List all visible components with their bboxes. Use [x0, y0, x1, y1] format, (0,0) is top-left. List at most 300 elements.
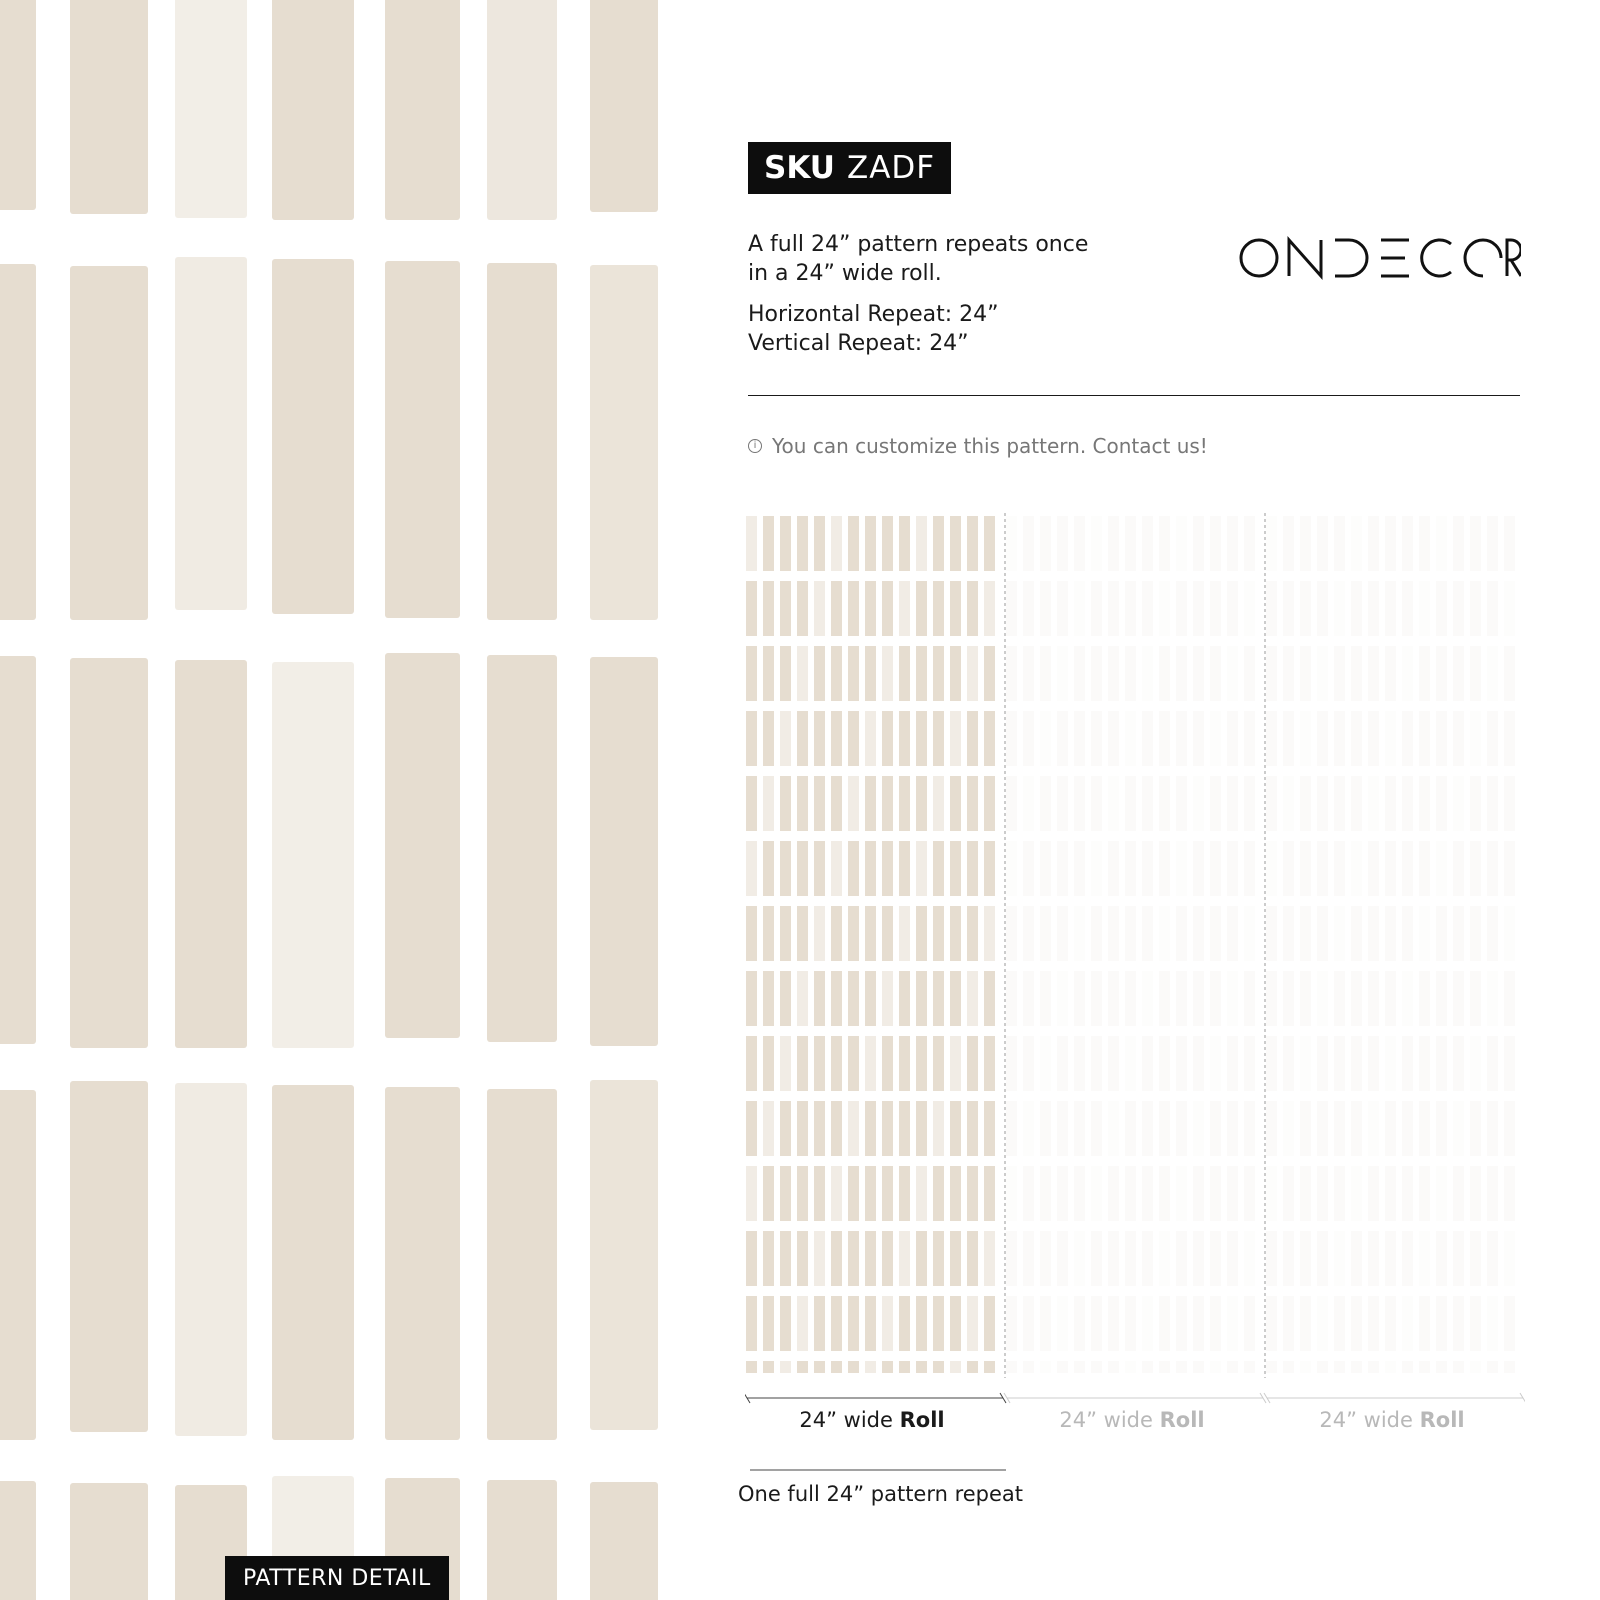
roll-caption-3-prefix: 24” wide — [1319, 1408, 1420, 1432]
mini-stroke — [1419, 1101, 1430, 1156]
mini-stroke — [1142, 1361, 1153, 1373]
mini-stroke — [1040, 1101, 1051, 1156]
mini-stroke — [1470, 646, 1481, 701]
mini-stroke — [814, 1101, 825, 1156]
mini-stroke — [1040, 1036, 1051, 1091]
mini-stroke — [1351, 646, 1362, 701]
mini-stroke — [1210, 1361, 1221, 1373]
mini-stroke — [882, 776, 893, 831]
mini-stroke — [780, 1231, 791, 1286]
mini-stroke — [1334, 516, 1345, 571]
mini-stroke — [1193, 971, 1204, 1026]
repeat-specs — [748, 300, 999, 358]
mini-stroke — [848, 841, 859, 896]
mini-stroke — [1023, 1101, 1034, 1156]
mini-stroke — [1074, 1296, 1085, 1351]
mini-stroke — [984, 646, 995, 701]
mini-stroke — [1283, 516, 1294, 571]
brush-stroke — [0, 0, 36, 210]
mini-stroke — [1368, 841, 1379, 896]
mini-stroke — [1317, 711, 1328, 766]
mini-stroke — [1283, 1036, 1294, 1091]
mini-stroke — [780, 1296, 791, 1351]
mini-stroke — [1023, 646, 1034, 701]
mini-stroke — [1091, 581, 1102, 636]
mini-stroke — [1300, 971, 1311, 1026]
mini-stroke — [1057, 776, 1068, 831]
mini-stroke — [797, 516, 808, 571]
mini-stroke — [814, 776, 825, 831]
mini-stroke — [797, 776, 808, 831]
mini-stroke — [1244, 1036, 1255, 1091]
mini-stroke — [1091, 1101, 1102, 1156]
mini-stroke — [1193, 646, 1204, 701]
mini-stroke — [1125, 1361, 1136, 1373]
mini-stroke — [1402, 841, 1413, 896]
mini-stroke — [848, 1296, 859, 1351]
mini-stroke — [1108, 1296, 1119, 1351]
mini-stroke — [763, 581, 774, 636]
mini-stroke — [1283, 1296, 1294, 1351]
mini-stroke — [865, 581, 876, 636]
mini-stroke — [1091, 841, 1102, 896]
mini-stroke — [882, 1166, 893, 1221]
mini-stroke — [1402, 1361, 1413, 1373]
mini-stroke — [1436, 1101, 1447, 1156]
mini-stroke — [1176, 516, 1187, 571]
mini-stroke — [1193, 711, 1204, 766]
brush-stroke — [272, 0, 354, 220]
mini-stroke — [916, 1361, 927, 1373]
mini-stroke — [1402, 906, 1413, 961]
mini-stroke — [1300, 1361, 1311, 1373]
mini-stroke — [950, 1036, 961, 1091]
mini-stroke — [1057, 1361, 1068, 1373]
mini-stroke — [1266, 841, 1277, 896]
mini-stroke — [1244, 1101, 1255, 1156]
mini-stroke — [1006, 776, 1017, 831]
mini-stroke — [848, 646, 859, 701]
mini-stroke — [1006, 841, 1017, 896]
mini-stroke — [1023, 1296, 1034, 1351]
mini-stroke — [967, 1166, 978, 1221]
repeat-description — [748, 230, 1088, 288]
mini-stroke — [1266, 1036, 1277, 1091]
mini-stroke — [1040, 776, 1051, 831]
brush-stroke — [272, 1085, 354, 1440]
mini-stroke — [1419, 1361, 1430, 1373]
mini-stroke — [1283, 906, 1294, 961]
mini-stroke — [780, 711, 791, 766]
mini-stroke — [1057, 1101, 1068, 1156]
mini-stroke — [1193, 841, 1204, 896]
mini-stroke — [899, 971, 910, 1026]
mini-stroke — [1419, 971, 1430, 1026]
mini-stroke — [1283, 1361, 1294, 1373]
brush-stroke — [385, 653, 460, 1038]
mini-stroke — [1091, 776, 1102, 831]
mini-stroke — [780, 581, 791, 636]
mini-stroke — [984, 1166, 995, 1221]
mini-stroke — [1193, 516, 1204, 571]
mini-stroke — [1057, 581, 1068, 636]
mini-stroke — [1334, 971, 1345, 1026]
mini-stroke — [950, 841, 961, 896]
mini-stroke — [1091, 1296, 1102, 1351]
mini-stroke — [916, 1166, 927, 1221]
mini-stroke — [1074, 646, 1085, 701]
mini-stroke — [1040, 1231, 1051, 1286]
mini-stroke — [1057, 516, 1068, 571]
mini-stroke — [746, 711, 757, 766]
mini-stroke — [746, 971, 757, 1026]
mini-stroke — [763, 1036, 774, 1091]
brush-stroke — [487, 655, 557, 1042]
mini-stroke — [865, 1101, 876, 1156]
mini-stroke — [1385, 906, 1396, 961]
mini-stroke — [967, 776, 978, 831]
mini-stroke — [1283, 1231, 1294, 1286]
mini-stroke — [899, 1101, 910, 1156]
roll-caption-2-bold: Roll — [1159, 1408, 1205, 1432]
mini-stroke — [797, 841, 808, 896]
mini-stroke — [848, 776, 859, 831]
mini-stroke — [1419, 1296, 1430, 1351]
brand-name: ONDECOR — [1237, 236, 1243, 237]
mini-stroke — [780, 646, 791, 701]
mini-stroke — [1334, 581, 1345, 636]
mini-stroke — [848, 711, 859, 766]
mini-stroke — [1453, 1361, 1464, 1373]
mini-stroke — [1436, 776, 1447, 831]
brush-stroke — [385, 261, 460, 618]
mini-stroke — [814, 711, 825, 766]
mini-stroke — [763, 1166, 774, 1221]
mini-stroke — [746, 1101, 757, 1156]
mini-stroke — [1142, 906, 1153, 961]
mini-stroke — [1023, 841, 1034, 896]
mini-stroke — [1057, 906, 1068, 961]
mini-stroke — [1504, 1166, 1515, 1221]
mini-stroke — [950, 1361, 961, 1373]
mini-stroke — [1006, 1296, 1017, 1351]
mini-stroke — [1159, 841, 1170, 896]
mini-stroke — [814, 1166, 825, 1221]
mini-stroke — [831, 711, 842, 766]
mini-stroke — [1470, 581, 1481, 636]
mini-stroke — [1176, 1166, 1187, 1221]
mini-stroke — [1317, 516, 1328, 571]
mini-stroke — [865, 1036, 876, 1091]
mini-stroke — [1385, 841, 1396, 896]
mini-stroke — [1074, 971, 1085, 1026]
mini-stroke — [1193, 1101, 1204, 1156]
mini-stroke — [1351, 1166, 1362, 1221]
mini-stroke — [1436, 1231, 1447, 1286]
mini-stroke — [1283, 646, 1294, 701]
mini-stroke — [1074, 906, 1085, 961]
mini-stroke — [865, 971, 876, 1026]
mini-stroke — [1210, 1036, 1221, 1091]
mini-stroke — [1453, 1296, 1464, 1351]
mini-stroke — [746, 646, 757, 701]
mini-stroke — [1023, 906, 1034, 961]
mini-stroke — [1283, 581, 1294, 636]
mini-stroke — [899, 1166, 910, 1221]
mini-stroke — [1436, 1361, 1447, 1373]
mini-stroke — [1470, 1036, 1481, 1091]
mini-stroke — [1227, 1166, 1238, 1221]
mini-stroke — [933, 1231, 944, 1286]
mini-stroke — [1193, 1296, 1204, 1351]
mini-stroke — [1176, 646, 1187, 701]
mini-stroke — [882, 841, 893, 896]
mini-stroke — [1470, 711, 1481, 766]
mini-stroke — [814, 971, 825, 1026]
mini-stroke — [1487, 1101, 1498, 1156]
mini-stroke — [1176, 1101, 1187, 1156]
mini-stroke — [1402, 1166, 1413, 1221]
mini-stroke — [1057, 711, 1068, 766]
brush-stroke — [487, 1089, 557, 1440]
mini-stroke — [780, 516, 791, 571]
mini-stroke — [916, 1036, 927, 1091]
brush-stroke — [0, 1090, 36, 1440]
mini-stroke — [1023, 1166, 1034, 1221]
mini-stroke — [1006, 1101, 1017, 1156]
mini-stroke — [1436, 1166, 1447, 1221]
mini-stroke — [797, 711, 808, 766]
mini-stroke — [1023, 971, 1034, 1026]
mini-stroke — [1266, 581, 1277, 636]
roll-caption-2-prefix: 24” wide — [1059, 1408, 1160, 1432]
mini-stroke — [1334, 1361, 1345, 1373]
mini-stroke — [1436, 581, 1447, 636]
mini-stroke — [933, 516, 944, 571]
mini-stroke — [1125, 1101, 1136, 1156]
mini-stroke — [746, 516, 757, 571]
mini-stroke — [1385, 516, 1396, 571]
mini-stroke — [1091, 711, 1102, 766]
brand-logo — [1237, 236, 1521, 280]
mini-stroke — [1244, 646, 1255, 701]
mini-stroke — [1402, 971, 1413, 1026]
mini-stroke — [1040, 841, 1051, 896]
mini-stroke — [1125, 581, 1136, 636]
mini-stroke — [1006, 971, 1017, 1026]
mini-stroke — [1227, 1101, 1238, 1156]
mini-stroke — [1385, 581, 1396, 636]
mini-stroke — [1040, 516, 1051, 571]
mini-stroke — [1244, 516, 1255, 571]
mini-stroke — [1057, 1296, 1068, 1351]
mini-stroke — [1006, 1166, 1017, 1221]
mini-stroke — [1300, 906, 1311, 961]
mini-stroke — [1487, 1361, 1498, 1373]
mini-stroke — [933, 971, 944, 1026]
mini-stroke — [1436, 711, 1447, 766]
mini-stroke — [1300, 1101, 1311, 1156]
mini-stroke — [967, 711, 978, 766]
mini-stroke — [1504, 1101, 1515, 1156]
mini-stroke — [1453, 516, 1464, 571]
mini-stroke — [1504, 841, 1515, 896]
brush-stroke — [0, 264, 36, 620]
mini-stroke — [1351, 1296, 1362, 1351]
sku-badge — [748, 142, 951, 194]
mini-stroke — [1470, 1101, 1481, 1156]
mini-stroke — [1040, 646, 1051, 701]
mini-stroke — [1266, 1361, 1277, 1373]
mini-stroke — [1436, 841, 1447, 896]
mini-stroke — [1504, 711, 1515, 766]
roll-caption-1-bold: Roll — [899, 1408, 945, 1432]
customize-note[interactable] — [748, 434, 1208, 458]
mini-stroke — [865, 906, 876, 961]
mini-stroke — [1227, 646, 1238, 701]
sku-value: ZADF — [846, 150, 936, 186]
mini-stroke — [1385, 1101, 1396, 1156]
mini-stroke — [1504, 776, 1515, 831]
mini-stroke — [1487, 516, 1498, 571]
mini-stroke — [1368, 711, 1379, 766]
mini-stroke — [865, 1296, 876, 1351]
mini-stroke — [899, 1036, 910, 1091]
info-icon: i — [748, 439, 762, 453]
mini-stroke — [1125, 1166, 1136, 1221]
mini-stroke — [763, 1296, 774, 1351]
mini-stroke — [1453, 711, 1464, 766]
mini-stroke — [1040, 711, 1051, 766]
mini-stroke — [1227, 1036, 1238, 1091]
mini-stroke — [814, 1296, 825, 1351]
mini-stroke — [1334, 646, 1345, 701]
mini-stroke — [1487, 1231, 1498, 1286]
repeat-description-line-1: A full 24” pattern repeats once — [748, 232, 1089, 257]
mini-stroke — [1023, 711, 1034, 766]
mini-stroke — [1300, 776, 1311, 831]
mini-stroke — [1040, 581, 1051, 636]
mini-stroke — [1334, 1036, 1345, 1091]
mini-stroke — [1227, 711, 1238, 766]
mini-stroke — [831, 1101, 842, 1156]
mini-stroke — [746, 1296, 757, 1351]
mini-stroke — [984, 1231, 995, 1286]
mini-stroke — [916, 906, 927, 961]
mini-stroke — [950, 516, 961, 571]
mini-stroke — [1487, 906, 1498, 961]
mini-stroke — [1210, 1296, 1221, 1351]
mini-stroke — [831, 1231, 842, 1286]
mini-stroke — [1057, 971, 1068, 1026]
mini-stroke — [1074, 1101, 1085, 1156]
mini-stroke — [1057, 1036, 1068, 1091]
mini-stroke — [1300, 1231, 1311, 1286]
mini-stroke — [1334, 776, 1345, 831]
mini-stroke — [1334, 711, 1345, 766]
mini-stroke — [1108, 1036, 1119, 1091]
mini-stroke — [933, 1036, 944, 1091]
mini-stroke — [916, 971, 927, 1026]
mini-stroke — [1244, 1361, 1255, 1373]
mini-stroke — [1142, 581, 1153, 636]
mini-stroke — [763, 971, 774, 1026]
mini-stroke — [1504, 906, 1515, 961]
mini-stroke — [1487, 581, 1498, 636]
mini-stroke — [1210, 516, 1221, 571]
mini-stroke — [1487, 971, 1498, 1026]
mini-stroke — [797, 906, 808, 961]
mini-stroke — [882, 1361, 893, 1373]
mini-stroke — [865, 776, 876, 831]
mini-stroke — [882, 516, 893, 571]
mini-stroke — [1317, 1231, 1328, 1286]
mini-stroke — [1436, 646, 1447, 701]
mini-stroke — [1487, 1036, 1498, 1091]
mini-stroke — [1176, 776, 1187, 831]
mini-stroke — [1210, 841, 1221, 896]
mini-stroke — [1006, 906, 1017, 961]
brush-stroke — [385, 0, 460, 220]
mini-stroke — [1453, 1231, 1464, 1286]
mini-stroke — [1125, 776, 1136, 831]
brush-stroke — [590, 0, 658, 212]
mini-stroke — [1210, 1101, 1221, 1156]
mini-stroke — [831, 1296, 842, 1351]
mini-stroke — [1125, 646, 1136, 701]
mini-stroke — [967, 1361, 978, 1373]
mini-stroke — [848, 1166, 859, 1221]
mini-stroke — [780, 1036, 791, 1091]
brush-stroke — [70, 0, 148, 214]
mini-stroke — [1091, 1361, 1102, 1373]
mini-stroke — [1227, 906, 1238, 961]
brush-stroke — [590, 265, 658, 620]
mini-stroke — [1402, 581, 1413, 636]
pattern-repeat-caption: One full 24” pattern repeat — [738, 1482, 1024, 1506]
mini-stroke — [1142, 1166, 1153, 1221]
mini-stroke — [746, 906, 757, 961]
mini-stroke — [814, 646, 825, 701]
mini-stroke — [1210, 581, 1221, 636]
mini-stroke — [1176, 1296, 1187, 1351]
mini-stroke — [1159, 1101, 1170, 1156]
mini-stroke — [1487, 1166, 1498, 1221]
mini-stroke — [1074, 1231, 1085, 1286]
mini-stroke — [1419, 711, 1430, 766]
mini-stroke — [1317, 581, 1328, 636]
mini-stroke — [1402, 1231, 1413, 1286]
mini-stroke — [984, 1036, 995, 1091]
roll-3 — [1266, 516, 1515, 1373]
mini-stroke — [933, 841, 944, 896]
vertical-repeat: Vertical Repeat: 24” — [748, 331, 969, 356]
mini-stroke — [848, 1361, 859, 1373]
mini-stroke — [1108, 1166, 1119, 1221]
brush-stroke — [0, 656, 36, 1044]
mini-stroke — [1351, 776, 1362, 831]
pattern-detail-image — [0, 0, 665, 1600]
mini-stroke — [950, 1296, 961, 1351]
mini-stroke — [950, 1166, 961, 1221]
customize-note-text: You can customize this pattern. Contact us! — [772, 434, 1208, 458]
mini-stroke — [882, 906, 893, 961]
mini-stroke — [1453, 776, 1464, 831]
mini-stroke — [1283, 1101, 1294, 1156]
mini-stroke — [1419, 776, 1430, 831]
mini-stroke — [814, 1231, 825, 1286]
mini-stroke — [746, 776, 757, 831]
